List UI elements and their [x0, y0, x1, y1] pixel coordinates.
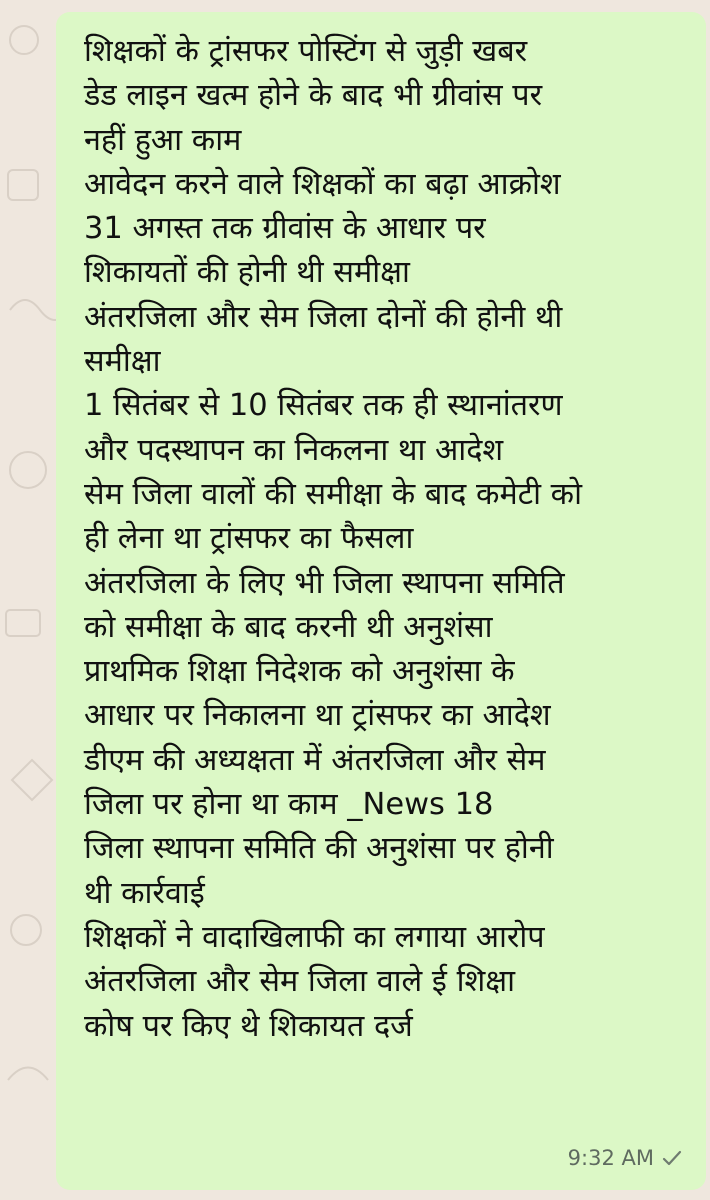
- message-line: अंतरजिला और सेम जिला वाले ई शिक्षा: [84, 964, 516, 1000]
- message-line: कोष पर किए थे शिकायत दर्ज: [84, 1008, 413, 1044]
- message-line: प्राथमिक शिक्षा निदेशक को अनुशंसा के: [84, 654, 515, 690]
- message-line: 1 सितंबर से 10 सितंबर तक ही स्थानांतरण: [84, 388, 563, 424]
- message-line: शिकायतों की होनी थी समीक्षा: [84, 255, 410, 291]
- message-text: [84, 30, 692, 1049]
- message-line: डीएम की अध्यक्षता में अंतरजिला और सेम: [84, 742, 546, 778]
- message-line: नहीं हुआ काम: [84, 122, 242, 158]
- message-line: और पदस्थापन का निकलना था आदेश: [84, 432, 504, 468]
- single-check-icon: [662, 1149, 682, 1167]
- message-line: अंतरजिला और सेम जिला दोनों की होनी थी: [84, 299, 563, 335]
- message-line: जिला पर होना था काम _News 18: [84, 787, 494, 823]
- message-line: 31 अगस्त तक ग्रीवांस के आधार पर: [84, 211, 486, 247]
- message-line: सेम जिला वालों की समीक्षा के बाद कमेटी को: [84, 476, 583, 512]
- message-line: डेड लाइन खत्म होने के बाद भी ग्रीवांस पर: [84, 78, 543, 114]
- message-line: को समीक्षा के बाद करनी थी अनुशंसा: [84, 609, 493, 645]
- message-line: आधार पर निकालना था ट्रांसफर का आदेश: [84, 698, 551, 734]
- message-line: अंतरजिला के लिए भी जिला स्थापना समिति: [84, 565, 565, 601]
- message-time: 9:32 AM: [567, 1146, 654, 1170]
- message-meta: [568, 1146, 682, 1170]
- message-line: ही लेना था ट्रांसफर का फैसला: [84, 521, 414, 557]
- message-line: आवेदन करने वाले शिक्षकों का बढ़ा आक्रोश: [84, 166, 561, 202]
- message-line: थी कार्रवाई: [84, 875, 205, 911]
- message-line: समीक्षा: [84, 344, 161, 380]
- message-line: शिक्षकों ने वादाखिलाफी का लगाया आरोप: [84, 919, 545, 955]
- message-line: जिला स्थापना समिति की अनुशंसा पर होनी: [84, 831, 554, 867]
- message-bubble[interactable]: [56, 12, 706, 1190]
- message-line: शिक्षकों के ट्रांसफर पोस्टिंग से जुड़ी खबर: [84, 34, 528, 69]
